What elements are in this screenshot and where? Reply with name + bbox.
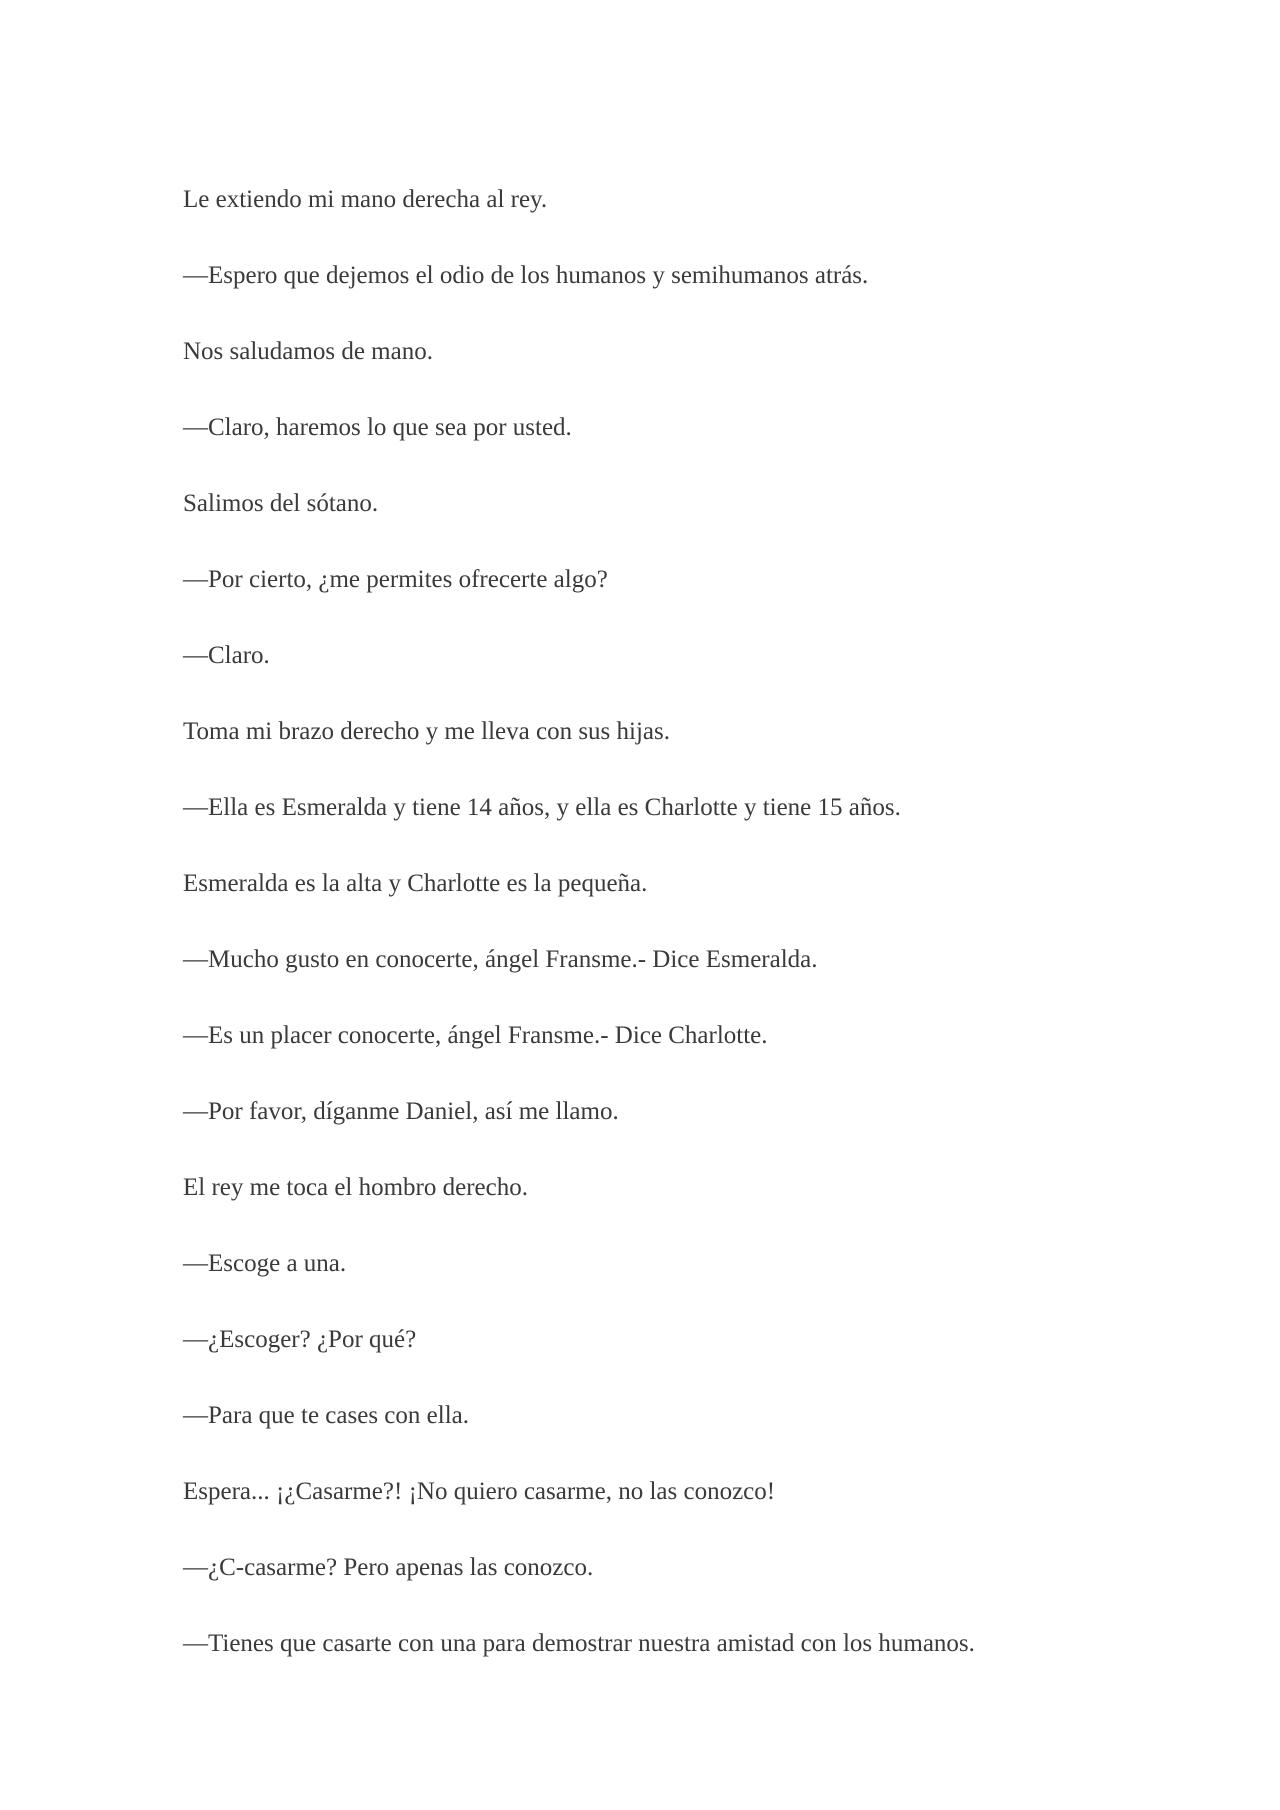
paragraph: Esmeralda es la alta y Charlotte es la pequeña. [183,870,648,897]
paragraph: —¿Escoger? ¿Por qué? [183,1326,417,1353]
paragraph: Nos saludamos de mano. [183,338,433,365]
paragraph: —Mucho gusto en conocerte, ángel Fransme.- Dice Esmeralda. [183,946,818,973]
paragraph: —Ella es Esmeralda y tiene 14 años, y ella es Charlotte y tiene 15 años. [183,794,901,821]
paragraph: Salimos del sótano. [183,490,379,517]
paragraph: —Tienes que casarte con una para demostrar nuestra amistad con los humanos. [183,1630,975,1657]
paragraph: —Claro, haremos lo que sea por usted. [183,414,572,441]
paragraph: —Espero que dejemos el odio de los humanos y semihumanos atrás. [183,262,869,289]
paragraph: —¿C-casarme? Pero apenas las conozco. [183,1554,594,1581]
paragraph: —Por favor, díganme Daniel, así me llamo. [183,1098,619,1125]
paragraph: Le extiendo mi mano derecha al rey. [183,186,548,213]
paragraph: El rey me toca el hombro derecho. [183,1174,528,1201]
paragraph: —Para que te cases con ella. [183,1402,469,1429]
paragraph: —Claro. [183,642,270,669]
paragraph: Espera... ¡¿Casarme?! ¡No quiero casarme, no las conozco! [183,1478,776,1505]
text-body [183,178,1143,1698]
paragraph: —Por cierto, ¿me permites ofrecerte algo? [183,566,608,593]
paragraph: —Escoge a una. [183,1250,347,1277]
paragraph: —Es un placer conocerte, ángel Fransme.- Dice Charlotte. [183,1022,768,1049]
paragraph: Toma mi brazo derecho y me lleva con sus hijas. [183,718,670,745]
